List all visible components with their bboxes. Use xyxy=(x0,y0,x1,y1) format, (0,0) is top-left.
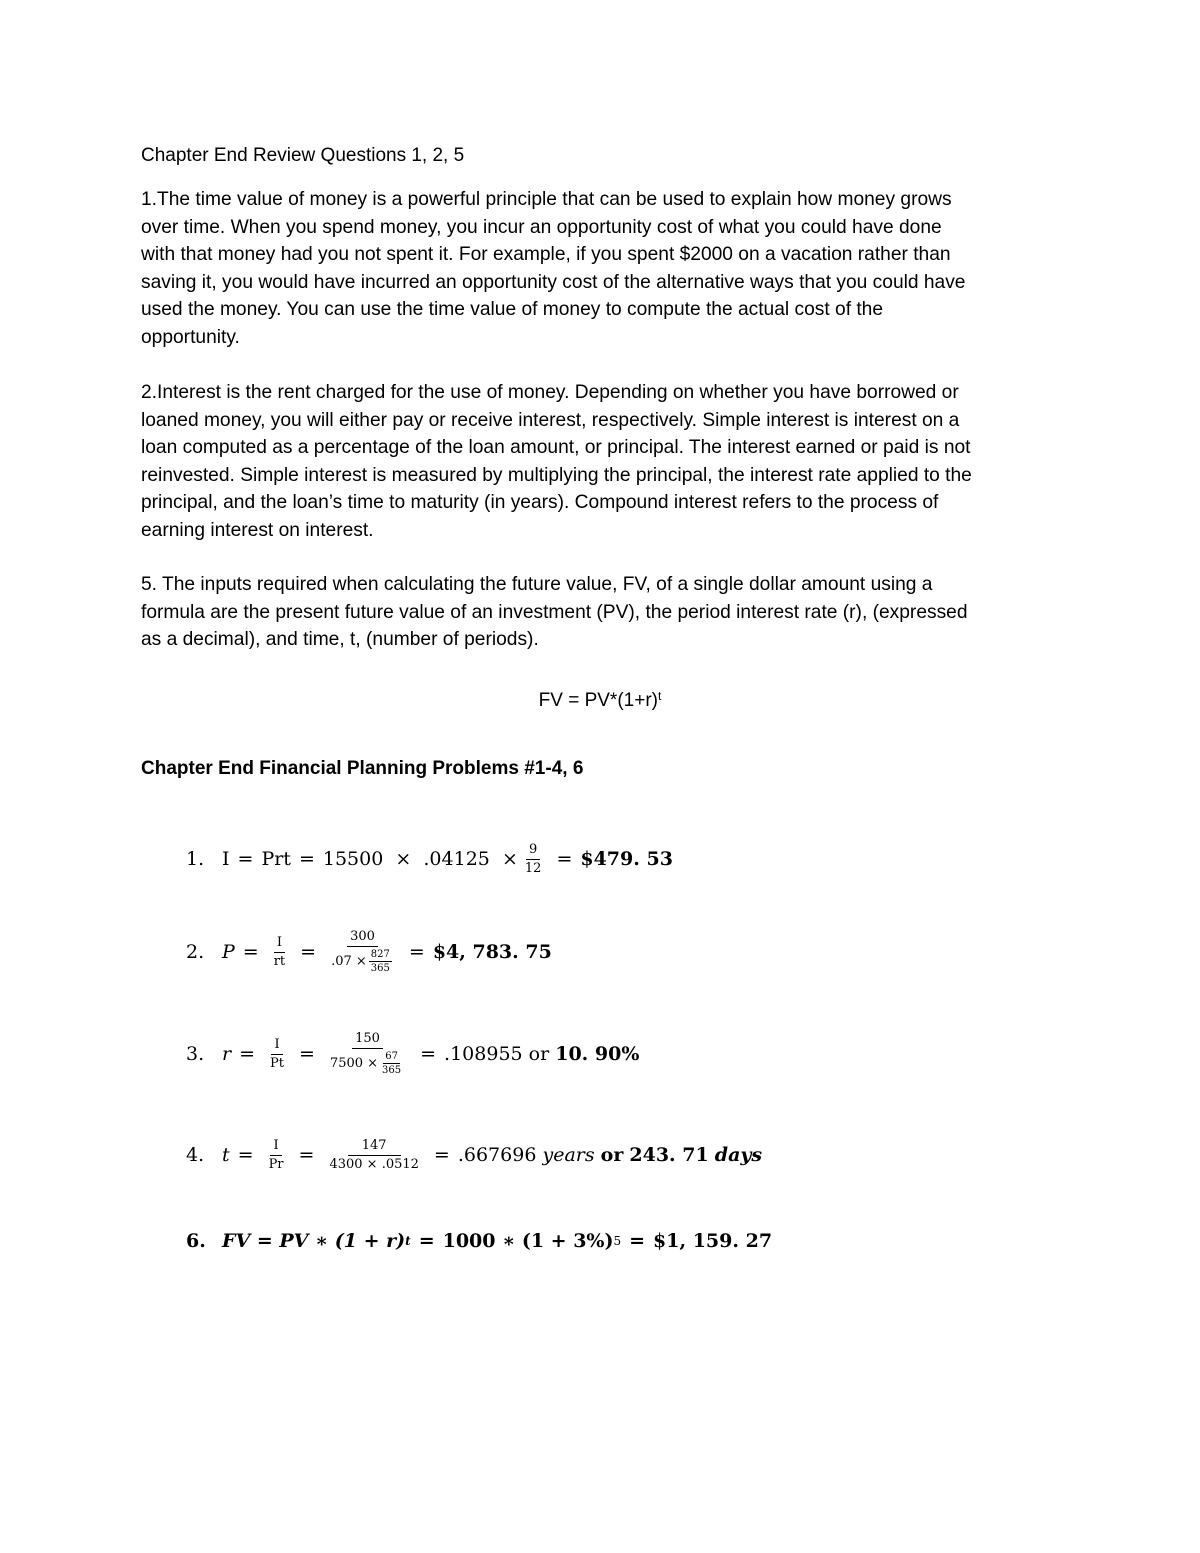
problem-4-formula-denominator: Pr xyxy=(268,1156,284,1172)
problem-3-formula-numerator: I xyxy=(271,1038,282,1055)
problem-3-value-numerator: 150 xyxy=(352,1032,383,1049)
problem-3-lhs: r xyxy=(222,1043,232,1065)
problem-4-number: 4. xyxy=(186,1144,205,1166)
problem-2-days: 827 xyxy=(370,949,390,960)
problem-2-value-denominator xyxy=(328,947,397,974)
problem-3-number: 3. xyxy=(186,1043,205,1065)
problem-4-equals: = xyxy=(237,1144,254,1166)
problem-2-formula-fraction xyxy=(271,936,288,969)
problem-1-result: $479. 53 xyxy=(580,848,673,870)
problem-1-fraction xyxy=(522,843,545,876)
financial-planning-heading: Chapter End Financial Planning Problems #1-4, 6 xyxy=(141,758,584,779)
problem-2-value-numerator: 300 xyxy=(347,930,378,947)
problem-2-formula-denominator: rt xyxy=(273,953,286,969)
problem-4-decimal: .667696 xyxy=(457,1144,537,1166)
problem-1 xyxy=(186,829,673,889)
problem-3-formula-denominator: Pt xyxy=(270,1055,284,1071)
problem-6 xyxy=(186,1211,772,1271)
problem-3-result: 10. 90% xyxy=(555,1043,640,1065)
problem-1-equals-2: = xyxy=(298,848,315,870)
problem-4-value-fraction xyxy=(326,1139,421,1172)
problem-2-equals: = xyxy=(242,941,259,963)
problem-4-value-denominator: 4300 × .0512 xyxy=(329,1156,419,1172)
problem-1-calc: 15500 × .04125 × xyxy=(322,848,518,870)
problem-4-lhs: t xyxy=(222,1144,230,1166)
problem-6-equals: = xyxy=(418,1230,435,1252)
problem-1-fraction-denominator: 12 xyxy=(524,860,542,876)
problem-4-result-unit: days xyxy=(714,1144,763,1166)
problem-4-value-numerator: 147 xyxy=(348,1139,401,1156)
problem-2-equals-2: = xyxy=(300,941,317,963)
problem-1-lhs: I xyxy=(222,848,230,870)
problem-3-principal: 7500 × xyxy=(329,1055,379,1071)
problem-1-equals: = xyxy=(237,848,254,870)
fv-formula-exponent: t xyxy=(657,689,662,703)
problem-2-lhs: P xyxy=(222,941,235,963)
problem-4-formula-fraction xyxy=(266,1139,287,1172)
problem-6-exp-5: 5 xyxy=(613,1234,622,1248)
problem-4-formula-numerator: I xyxy=(270,1139,281,1156)
problem-6-equals-2: = xyxy=(629,1230,646,1252)
problem-3-equals-3: = xyxy=(420,1043,437,1065)
problem-2-year-days: 365 xyxy=(370,963,390,974)
problem-3-time-fraction xyxy=(380,1051,403,1076)
problem-4-decimal-unit: years xyxy=(542,1144,595,1166)
problem-1-equals-3: = xyxy=(556,848,573,870)
problem-3-year-days: 365 xyxy=(382,1065,402,1076)
problem-2-number: 2. xyxy=(186,941,205,963)
problem-3-value-fraction xyxy=(327,1032,408,1076)
problem-3 xyxy=(186,1024,639,1084)
problem-3-decimal: .108955 or xyxy=(444,1043,550,1065)
problem-6-result: $1, 159. 27 xyxy=(653,1230,773,1252)
future-value-formula xyxy=(0,682,1200,715)
problem-2-rate: .07 × xyxy=(331,953,367,969)
problem-3-days: 67 xyxy=(385,1051,398,1062)
problem-6-expr: FV = PV ∗ (1 + r) xyxy=(222,1230,406,1252)
problem-1-fraction-numerator: 9 xyxy=(526,843,540,860)
problem-4-equals-3: = xyxy=(433,1144,450,1166)
answer-5-paragraph: 5. The inputs required when calculating the future value, FV, of a single dollar amount using a formula are the present future value of an investment (PV), the period interest rate (r), (expressed as a decimal), and time, t, (number of periods). xyxy=(141,574,968,650)
problem-2 xyxy=(186,922,552,982)
problem-3-value-denominator xyxy=(327,1049,408,1076)
problem-1-expr: Prt xyxy=(261,848,291,870)
review-questions-heading: Chapter End Review Questions 1, 2, 5 xyxy=(141,145,465,166)
answer-2-paragraph: 2.Interest is the rent charged for the use of money. Depending on whether you have borrowed or loaned money, you will either pay or receive interest, respectively. Simple interest is interest on a loan computed as a percentage of the loan amount, or principal. The interest earned or paid is not reinvested. Simple interest is measured by multiplying the principal, the interest rate applied to the principal, and the loan’s time to maturity (in years). Compound interest refers to the process of earning interest on interest. xyxy=(141,382,972,541)
problem-1-number: 1. xyxy=(186,848,205,870)
problem-3-equals: = xyxy=(239,1043,256,1065)
problem-4-or: or xyxy=(600,1144,624,1166)
problem-4 xyxy=(186,1125,762,1185)
problem-6-calc: 1000 ∗ (1 + 3%) xyxy=(442,1230,614,1252)
problem-4-result: 243. 71 xyxy=(629,1144,709,1166)
problem-3-equals-2: = xyxy=(299,1043,315,1065)
fv-formula-base: FV = PV*(1+r) xyxy=(538,690,658,711)
problem-2-formula-numerator: I xyxy=(274,936,285,953)
problem-3-formula-fraction xyxy=(267,1038,287,1071)
answer-1-paragraph: 1.The time value of money is a powerful principle that can be used to explain how money grows over time. When you spend money, you incur an opportunity cost of what you could have done with that money had you not spent it. For example, if you spent $2000 on a vacation rather than saving it, you would have incurred an opportunity cost of the alternative ways that you could have used the money. You can use the time value of money to compute the actual cost of the opportunity. xyxy=(141,189,966,348)
problem-6-exp-t: t xyxy=(405,1234,411,1248)
problem-2-result: $4, 783. 75 xyxy=(432,941,552,963)
problem-2-value-fraction xyxy=(328,930,397,974)
problem-4-equals-2: = xyxy=(298,1144,315,1166)
problem-2-equals-3: = xyxy=(408,941,425,963)
problem-2-time-fraction xyxy=(369,949,392,974)
problem-6-number: 6. xyxy=(186,1230,206,1252)
